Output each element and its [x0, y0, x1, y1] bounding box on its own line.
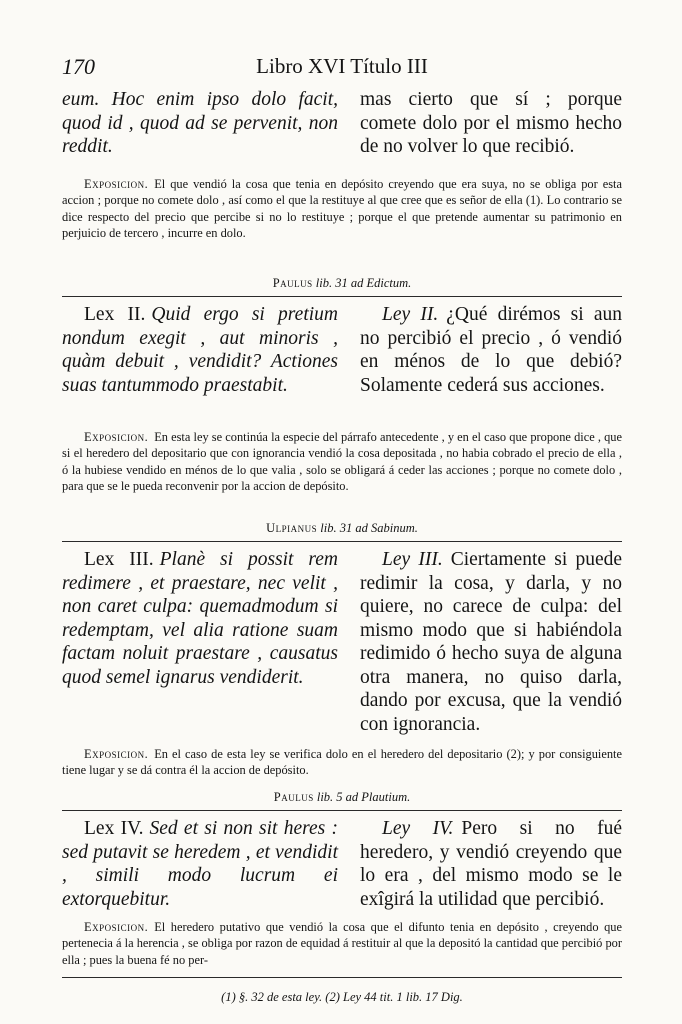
latin-column: [62, 817, 338, 913]
exposition-2: [62, 429, 622, 515]
spanish-column: [360, 817, 622, 913]
latin-column: [62, 548, 338, 738]
source-reference: lib. 31 ad Sabinum.: [320, 521, 418, 535]
book-page: [62, 52, 622, 1005]
source-author: Paulus: [272, 276, 313, 290]
exposition-text: El que vendió la cosa que tenia en depósito creyendo que era suya, no se obliga por esta accion ; porque no comete dolo , así como el que la restituye al que cree que es señor de ella (1). Lo contrario se dice respecto del precio que percibe si no lo restituye ; porque el que pretende aumentar su patrimonio en perjuicio de tercero , incurre en dolo.: [62, 177, 622, 240]
latin-text: Sed et si non sit heres : sed putavit se heredem , et vendidit , simili modo lucrum ei extorquebitur.: [62, 818, 338, 910]
source-author: Ulpianus: [266, 521, 318, 535]
page-number: 170: [62, 54, 95, 79]
page-header: [62, 52, 622, 88]
latin-text: Quid ergo si pretium nondum exegit , aut minoris , quàm debuit , vendidit? Actiones suas tantummodo praestabit.: [62, 304, 338, 396]
latin-text: Planè si possit rem redimere , et praestare, nec velit , non caret culpa: quemadmodum si redemptam, vel alia ratione suam factam noluit praestare , causatus quod semel ignarus vendiderit.: [62, 549, 338, 688]
latin-text: eum. Hoc enim ipso dolo facit, quod id , quod ad se pervenit, non reddit.: [62, 89, 338, 157]
lex-label: Lex III.: [84, 549, 154, 570]
exposition-heading: Exposicion.: [84, 177, 149, 191]
continuation-columns: [62, 88, 622, 160]
law-4-columns: [62, 817, 622, 913]
exposition-text: En esta ley se continúa la especie del párrafo antecedente , y en el caso que propone dice , que si el heredero del depositario que con ignorancia vendió la cosa depositada , no habia cobrado el precio de ella , ó la hubiese vendido en ménos de lo que valia , solo se obligará á ceder las acciones ; porque no comete dolo , para que se le pueda reconvenir por la accion de depósito.: [62, 430, 622, 493]
ley-label: Ley II.: [382, 304, 439, 325]
source-citation: [62, 521, 622, 536]
source-citation: [62, 790, 622, 805]
exposition-3: [62, 746, 622, 784]
footnote-rule: [62, 977, 622, 978]
lex-label: Lex II.: [84, 304, 146, 325]
law-2-columns: [62, 303, 622, 421]
section-rule: [62, 296, 622, 297]
spanish-text: Pero si no fué heredero, y vendió creyendo que lo era , del mismo modo se le exîgirá la utilidad que percibió.: [360, 818, 622, 910]
source-citation: [62, 276, 622, 291]
exposition-text: El heredero putativo que vendió la cosa que el difunto tenia en depósito , creyendo que pertenecia á la herencia , se obliga por razon de equidad á restituir al que la depositó la cantidad que percibió por ella ; pues la buena fé no per-: [62, 920, 622, 967]
exposition-heading: Exposicion.: [84, 747, 149, 761]
spanish-text: mas cierto que sí ; porque comete dolo por el mismo hecho de no volver lo que recibió.: [360, 89, 622, 157]
exposition-1: [62, 176, 622, 268]
exposition-heading: Exposicion.: [84, 430, 149, 444]
exposition-heading: Exposicion.: [84, 920, 149, 934]
exposition-text: En el caso de esta ley se verifica dolo en el heredero del depositario (2); y por consiguiente tiene lugar y se dá contra él la accion de depósito.: [62, 747, 622, 778]
footnotes: (1) §. 32 de esta ley. (2) Ley 44 tit. 1 lib. 17 Dig.: [221, 990, 463, 1004]
running-title: Libro XVI Título III: [256, 54, 428, 78]
spanish-column: [360, 88, 622, 160]
law-3-columns: [62, 548, 622, 738]
spanish-column: [360, 548, 622, 738]
source-author: Paulus: [273, 790, 314, 804]
source-reference: lib. 31 ad Edictum.: [315, 276, 412, 290]
latin-column: [62, 303, 338, 421]
spanish-text: ¿Qué dirémos si aun no percibió el precio , ó vendió en ménos de lo que debió? Solamente cederá sus acciones.: [360, 304, 622, 396]
spanish-column: [360, 303, 622, 421]
lex-label: Lex IV.: [84, 818, 144, 839]
source-reference: lib. 5 ad Plautium.: [316, 790, 411, 804]
section-rule: [62, 810, 622, 811]
exposition-4: [62, 919, 622, 971]
section-rule: [62, 541, 622, 542]
latin-column: [62, 88, 338, 160]
spanish-text: Ciertamente si puede redimir la cosa, y darla, y no quiere, no carece de culpa: del mismo modo que si habiéndola redimido ó hecho suya de alguna otra manera, no quiso darla, dando por excusa, que la vendió con ignorancia.: [360, 549, 623, 735]
ley-label: Ley III.: [382, 549, 443, 570]
ley-label: Ley IV.: [382, 818, 454, 839]
